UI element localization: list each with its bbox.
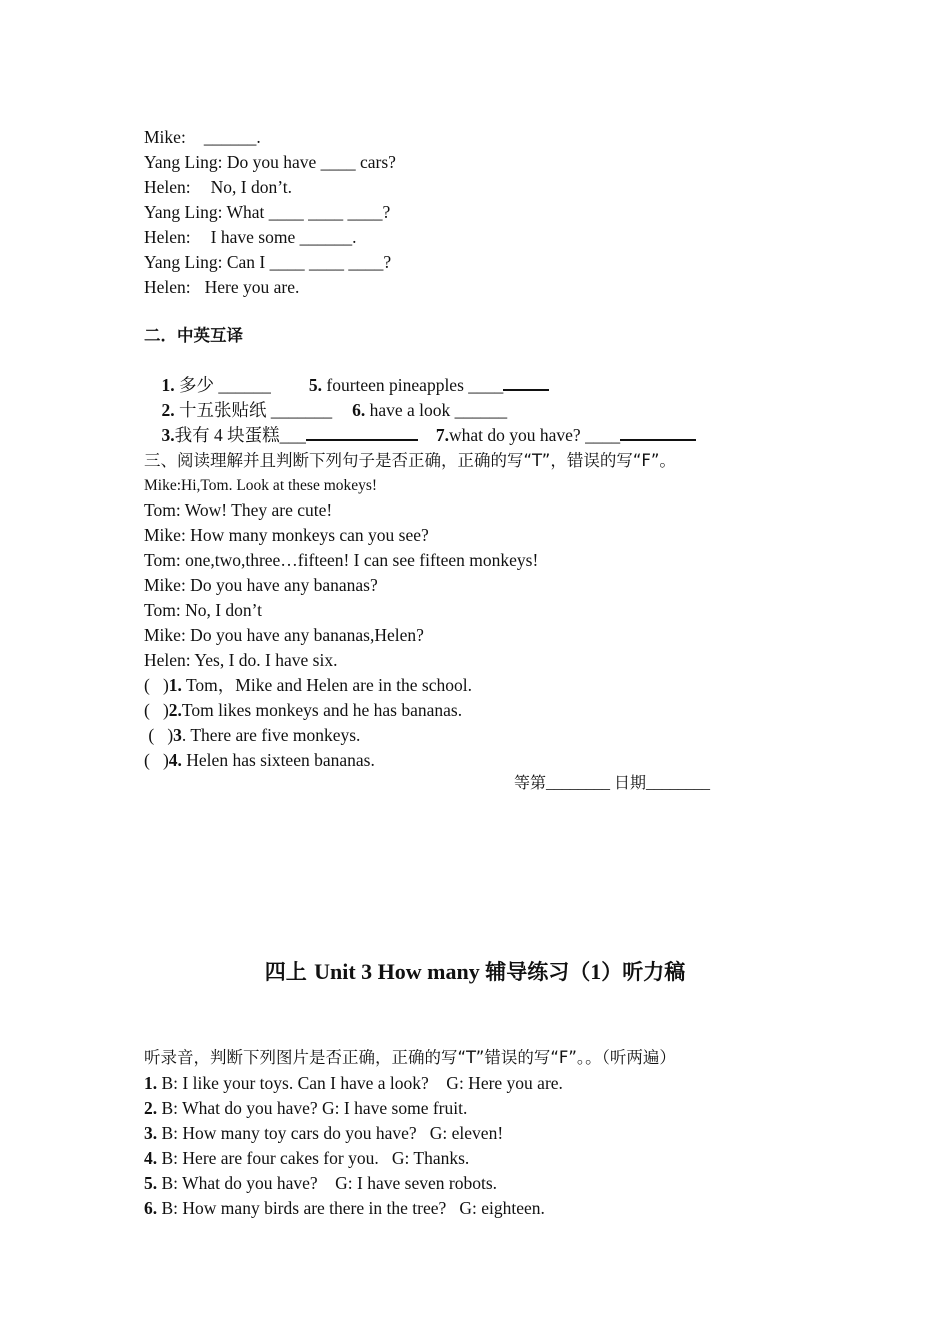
dialogue-line: Yang Ling: Do you have ____ cars? xyxy=(144,152,396,172)
translation-row: 2. 十五张贴纸 _______ 6. have a look ______ xyxy=(161,400,508,420)
judge-question: ( )3. There are five monkeys. xyxy=(144,725,361,745)
answer-blank[interactable]: ( ) xyxy=(144,700,169,720)
judge-question: ( )2.Tom likes monkeys and he has bananas. xyxy=(144,700,463,720)
passage-line: Tom: Wow! They are cute! xyxy=(144,500,333,520)
answer-blank[interactable]: ( ) xyxy=(144,675,169,695)
listening-item: 4. B: Here are four cakes for you. G: Thanks. xyxy=(144,1148,470,1168)
dialogue-line: Mike: ______. xyxy=(144,127,261,147)
dialogue-line: Helen: Here you are. xyxy=(144,277,300,297)
page-title: 四上 Unit 3 How many 辅导练习（1）听力稿 xyxy=(264,959,686,984)
passage-line: Mike: Do you have any bananas? xyxy=(144,575,378,595)
dialogue-line: Yang Ling: What ____ ____ ____? xyxy=(144,202,391,222)
section-3-heading: 三、阅读理解并且判断下列句子是否正确，正确的写“T”，错误的写“F”。 xyxy=(144,451,676,470)
listening-item: 1. B: I like your toys. Can I have a look? G: Here you are. xyxy=(144,1073,563,1093)
passage-line: Mike:Hi,Tom. Look at these mokeys! xyxy=(144,477,378,494)
passage-line: Helen: Yes, I do. I have six. xyxy=(144,650,338,670)
translation-row: 3.我有 4 块蛋糕___ 7.what do you have? ____ xyxy=(144,399,696,471)
answer-underline xyxy=(306,424,418,441)
translation-row: 1. 多少 ______ 5. fourteen pineapples ____ xyxy=(144,349,549,421)
listening-item: 3. B: How many toy cars do you have? G: eleven! xyxy=(144,1123,504,1143)
listening-instruction: 听录音，判断下列图片是否正确，正确的写“T”错误的写“F”。。（听两遍） xyxy=(144,1048,676,1067)
dialogue-line: Yang Ling: Can I ____ ____ ____? xyxy=(144,252,392,272)
answer-underline xyxy=(620,424,696,441)
listening-item: 6. B: How many birds are there in the tree? G: eighteen. xyxy=(144,1198,545,1218)
judge-question: ( )1. Tom，Mike and Helen are in the school. xyxy=(144,675,472,695)
grade-date-line: 等第________ 日期________ xyxy=(514,775,711,792)
passage-line: Mike: How many monkeys can you see? xyxy=(144,525,429,545)
passage-line: Mike: Do you have any bananas,Helen? xyxy=(144,625,424,645)
passage-line: Tom: No, I don’t xyxy=(144,600,263,620)
dialogue-line: Helen: I have some ______. xyxy=(144,227,357,247)
dialogue-line: Helen: No, I don’t. xyxy=(144,177,292,197)
listening-item: 2. B: What do you have? G: I have some fruit. xyxy=(144,1098,468,1118)
answer-blank[interactable]: ( ) xyxy=(144,750,169,770)
judge-question: ( )4. Helen has sixteen bananas. xyxy=(144,750,375,770)
passage-line: Tom: one,two,three…fifteen! I can see fifteen monkeys! xyxy=(144,550,539,570)
listening-item: 5. B: What do you have? G: I have seven robots. xyxy=(144,1173,497,1193)
section-2-heading: 二．中英互译 xyxy=(144,326,243,345)
answer-blank[interactable]: ( ) xyxy=(144,725,174,745)
answer-underline xyxy=(503,374,549,391)
